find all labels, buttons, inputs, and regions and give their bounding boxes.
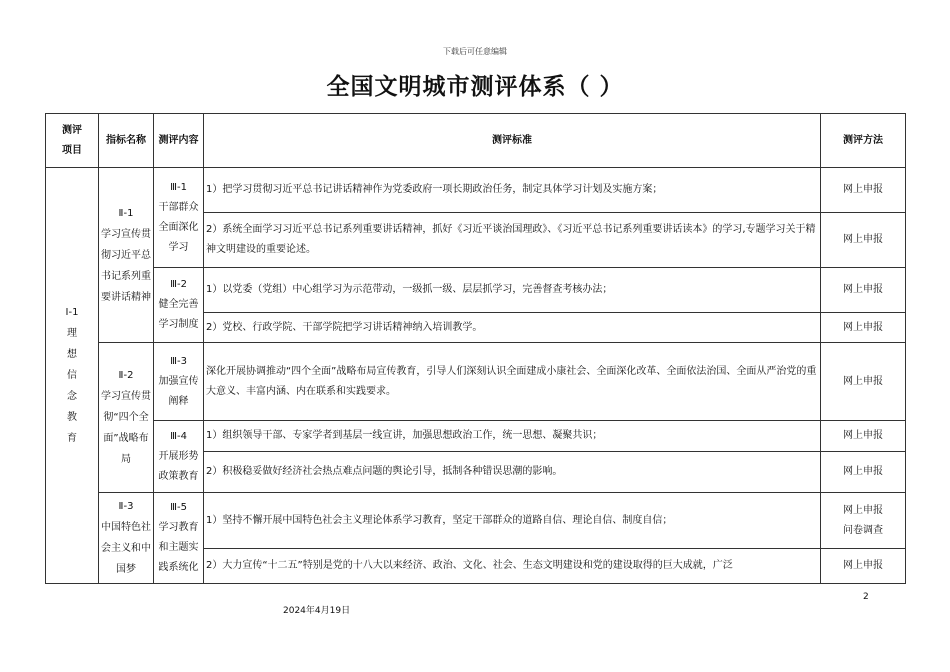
method-cell: 网上申报 [821, 268, 906, 313]
standard-cell: 1）坚持不懈开展中国特色社会主义理论体系学习教育，坚定干部群众的道路自信、理论自信、制度自信； [204, 493, 821, 549]
table-row [46, 421, 906, 452]
table-row [46, 493, 906, 549]
indicator-cell: Ⅱ-2 学习宣传贯彻“四个全面”战略布局 [99, 343, 154, 493]
header-note: 下载后可任意编辑 [443, 47, 507, 56]
document-title: 全国文明城市测评体系（ ） [326, 74, 624, 100]
indicator-cell: Ⅱ-3 中国特色社会主义和中国梦 [99, 493, 154, 584]
content-cell: Ⅲ-4 开展形势政策教育 [154, 421, 204, 493]
standard-cell: 2）大力宣传“十二五”特别是党的十八大以来经济、政治、文化、社会、生态文明建设和党的建设取得的巨大成就，广泛 [204, 549, 821, 584]
method-cell: 网上申报 [821, 343, 906, 421]
project-cell: Ⅰ-1 理 想 信 念 教 育 [46, 168, 99, 584]
content-cell: Ⅲ-1 干部群众全面深化学习 [154, 168, 204, 268]
table-row [46, 268, 906, 313]
footer-date: 2024年4月19日 [283, 606, 351, 616]
header-standard: 测评标准 [204, 114, 821, 168]
header-method: 测评方法 [821, 114, 906, 168]
evaluation-table [45, 113, 906, 584]
method-cell: 网上申报 [821, 168, 906, 213]
standard-cell: 1）以党委（党组）中心组学习为示范带动，一级抓一级、层层抓学习，完善督查考核办法； [204, 268, 821, 313]
method-cell: 网上申报 [821, 313, 906, 343]
table-row [46, 168, 906, 213]
content-cell: Ⅲ-5 学习教育和主题实践系统化 [154, 493, 204, 584]
method-cell: 网上申报 [821, 549, 906, 584]
standard-cell: 2）积极稳妥做好经济社会热点难点问题的舆论引导，抵制各种错误思潮的影响。 [204, 452, 821, 493]
page-number: 2 [863, 592, 869, 602]
standard-cell: 1）组织领导干部、专家学者到基层一线宣讲，加强思想政治工作，统一思想、凝聚共识； [204, 421, 821, 452]
standard-cell: 1）把学习贯彻习近平总书记讲话精神作为党委政府一项长期政治任务，制定具体学习计划及实施方案； [204, 168, 821, 213]
method-cell: 网上申报 [821, 452, 906, 493]
content-cell: Ⅲ-2 健全完善学习制度 [154, 268, 204, 343]
header-content: 测评内容 [154, 114, 204, 168]
header-project: 测评 项目 [46, 114, 99, 168]
method-cell: 网上申报 问卷调查 [821, 493, 906, 549]
indicator-cell: Ⅱ-1 学习宣传贯彻习近平总书记系列重要讲话精神 [99, 168, 154, 343]
method-cell: 网上申报 [821, 213, 906, 268]
method-cell: 网上申报 [821, 421, 906, 452]
standard-cell: 2）党校、行政学院、干部学院把学习讲话精神纳入培训教学。 [204, 313, 821, 343]
content-cell: Ⅲ-3 加强宣传阐释 [154, 343, 204, 421]
standard-cell: 深化开展协调推动“四个全面”战略布局宣传教育，引导人们深刻认识全面建成小康社会、全面深化改革、全面依法治国、全面从严治党的重大意义、丰富内涵、内在联系和实践要求。 [204, 343, 821, 421]
header-indicator: 指标名称 [99, 114, 154, 168]
standard-cell: 2）系统全面学习习近平总书记系列重要讲话精神，抓好《习近平谈治国理政》、《习近平总书记系列重要讲话读本》的学习,专题学习关于精神文明建设的重要论述。 [204, 213, 821, 268]
table-header-row [46, 114, 906, 168]
table-row [46, 343, 906, 421]
